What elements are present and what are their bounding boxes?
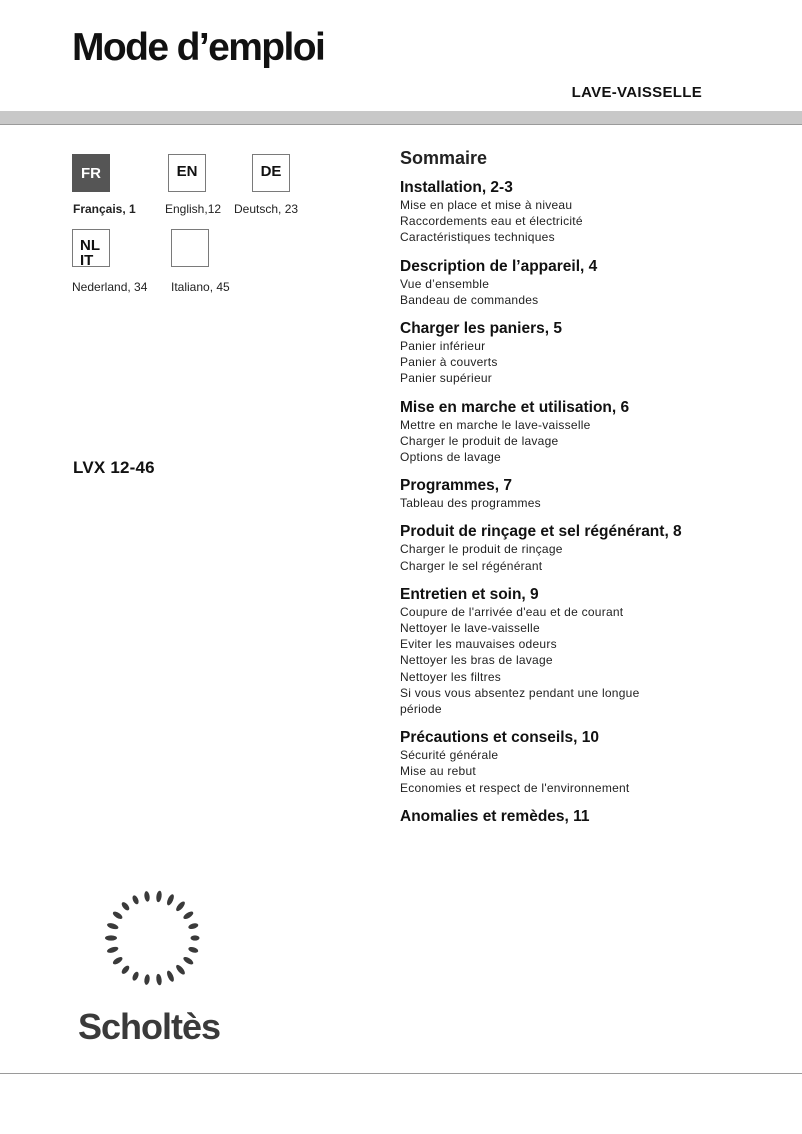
toc-item-list: [400, 747, 740, 796]
toc-item-list: [400, 276, 740, 308]
toc-section-title[interactable]: Installation, 2-3: [400, 179, 513, 196]
toc-section: [400, 399, 740, 466]
toc-item[interactable]: période: [400, 702, 442, 717]
logo-ray: [166, 893, 176, 906]
toc-section-title[interactable]: Entretien et soin, 9: [400, 585, 539, 603]
brand-name: Scholtès: [78, 1006, 221, 1047]
toc-item-list: [400, 541, 740, 573]
toc-item-list: [400, 604, 740, 717]
toc-item[interactable]: Panier inférieur: [400, 339, 486, 354]
logo-ray: [175, 964, 187, 976]
toc-item[interactable]: Charger le produit de lavage: [400, 433, 559, 448]
logo-ray: [106, 922, 119, 930]
toc-heading: Sommaire: [400, 148, 488, 168]
lang-label-nederland: Nederland, 34: [72, 280, 148, 294]
document-title: Mode d’emploi: [72, 26, 325, 69]
logo-ray: [131, 894, 140, 905]
toc-item[interactable]: Vue d’ensemble: [400, 276, 490, 291]
logo-ray: [182, 955, 194, 965]
toc-item[interactable]: Charger le produit de rinçage: [400, 542, 563, 557]
toc-item-list: [400, 197, 740, 246]
toc-item[interactable]: Si vous vous absentez pendant une longue: [400, 685, 640, 700]
toc-item[interactable]: Mise au rebut: [400, 764, 476, 779]
toc-section: [400, 523, 740, 573]
logo-ray: [188, 946, 199, 954]
logo-ray: [112, 956, 124, 966]
toc-section-title[interactable]: Description de l’appareil, 4: [400, 257, 598, 275]
product-category: LAVE-VAISSELLE: [571, 84, 702, 101]
toc-item[interactable]: Sécurité générale: [400, 748, 499, 763]
toc-section: [400, 729, 740, 796]
toc-section-title[interactable]: Programmes, 7: [400, 477, 512, 495]
toc-item[interactable]: Bandeau de commandes: [400, 292, 539, 307]
toc-item[interactable]: Nettoyer le lave-vaisselle: [400, 621, 540, 636]
logo-ray: [112, 910, 124, 920]
toc-section: [400, 320, 740, 387]
toc-item-list: [400, 417, 740, 466]
table-of-contents: [400, 148, 740, 838]
toc-section-title[interactable]: Produit de rinçage et sel régénérant, 8: [400, 523, 682, 541]
logo-ray: [156, 890, 163, 902]
logo-ray: [131, 971, 140, 982]
logo-ray: [175, 900, 187, 912]
toc-item[interactable]: Economies et respect de l'environnement: [400, 780, 630, 795]
lang-label-deutsch: Deutsch, 23: [234, 202, 299, 216]
logo-ray: [144, 891, 151, 902]
toc-section: [400, 477, 740, 511]
logo-ray: [188, 922, 199, 930]
lang-box-nl-it[interactable]: NL IT: [72, 229, 110, 267]
logo-ray: [120, 964, 130, 975]
toc-sections: [400, 179, 740, 826]
lang-box-en[interactable]: EN: [168, 154, 206, 192]
toc-section-title[interactable]: Précautions et conseils, 10: [400, 729, 600, 747]
toc-item[interactable]: Tableau des programmes: [400, 496, 541, 511]
toc-section: [400, 586, 740, 717]
toc-item-list: [400, 495, 740, 511]
lang-box-de[interactable]: DE: [252, 154, 290, 192]
toc-item[interactable]: Options de lavage: [400, 450, 501, 465]
logo-ray: [120, 901, 130, 912]
toc-item[interactable]: Eviter les mauvaises odeurs: [400, 637, 557, 652]
toc-section-title[interactable]: Anomalies et remèdes, 11: [400, 807, 590, 825]
toc-item[interactable]: Raccordements eau et électricité: [400, 214, 583, 229]
logo-ray: [156, 973, 163, 985]
toc-item[interactable]: Charger le sel régénérant: [400, 558, 543, 573]
toc-item[interactable]: Mettre en marche le lave-vaisselle: [400, 417, 591, 432]
logo-ray: [191, 935, 200, 940]
toc-item[interactable]: Mise en place et mise à niveau: [400, 198, 573, 212]
toc-item[interactable]: Nettoyer les bras de lavage: [400, 653, 553, 668]
toc-section: [400, 258, 740, 308]
model-number: LVX 12-46: [73, 458, 155, 477]
toc-item[interactable]: Panier supérieur: [400, 371, 493, 386]
toc-section: [400, 179, 740, 246]
lang-label-english: English,12: [165, 202, 222, 216]
toc-item[interactable]: Nettoyer les filtres: [400, 669, 502, 684]
lang-label-italiano: Italiano, 45: [171, 280, 230, 294]
toc-section: [400, 808, 740, 826]
toc-item[interactable]: Caractéristiques techniques: [400, 230, 555, 245]
toc-item[interactable]: Panier à couverts: [400, 355, 498, 370]
logo-ray: [105, 935, 117, 940]
logo-ray: [144, 974, 151, 985]
logo-ray: [106, 946, 119, 954]
header-divider-bar: [0, 111, 802, 125]
lang-box-empty[interactable]: [171, 229, 209, 267]
toc-section-title[interactable]: Charger les paniers, 5: [400, 320, 562, 338]
toc-section-title[interactable]: Mise en marche et utilisation, 6: [400, 398, 630, 416]
logo-ray: [182, 910, 194, 920]
lang-box-fr[interactable]: FR: [72, 154, 110, 192]
footer-divider: [0, 1073, 802, 1074]
logo-ray: [166, 970, 176, 983]
toc-item[interactable]: Coupure de l'arrivée d'eau et de courant: [400, 604, 624, 619]
lang-label-francais: Français, 1: [73, 202, 136, 216]
toc-item-list: [400, 338, 740, 387]
